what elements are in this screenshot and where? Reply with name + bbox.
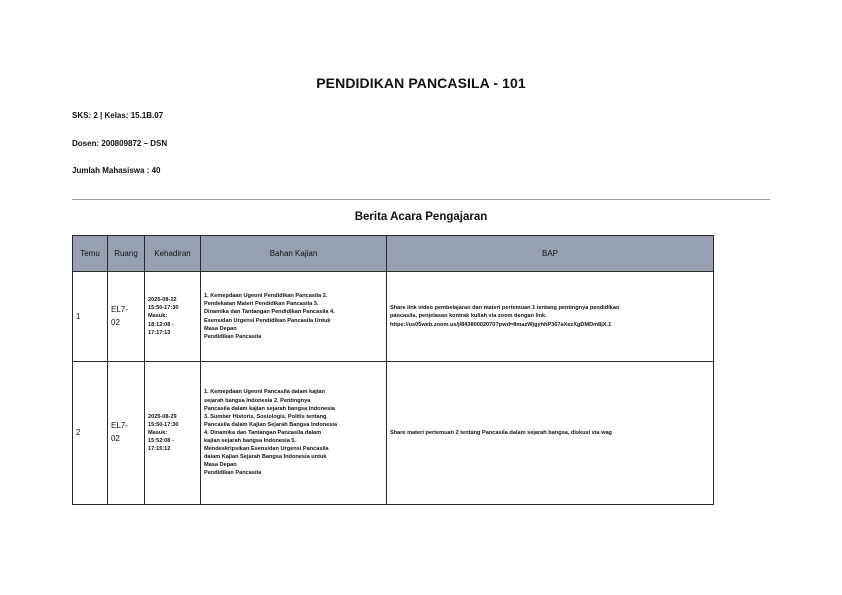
divider [72,199,770,200]
section-title: Berita Acara Pengajaran [354,211,488,223]
header-bap: BAP [387,236,714,272]
sks-kelas-info: SKS: 2 | Kelas: 15.1B.07 [72,111,164,120]
bap-table [72,235,714,505]
cell-kehadiran: 2025-08-22 15:50-17:30 Masuk: 18:12:08 - 17:17:13 [145,272,201,362]
table-row [73,362,714,505]
cell-bap: Share materi pertemuan 2 tentang Pancasila dalam sejarah bangsa, diskusi via wag [387,362,714,505]
table-row [73,272,714,362]
cell-kehadiran: 2025-08-29 15:50-17:30 Masuk: 15:52:08 - 17:15:12 [145,362,201,505]
jumlah-mahasiswa-info: Jumlah Mahasiswa : 40 [72,166,161,175]
cell-temu: 2 [73,362,108,505]
cell-temu: 1 [73,272,108,362]
cell-bahan-kajian: 1. Kemepdaan Ugeoni Pancasila dalam kajian sejarah bangsa Indonesia 2. Pentingnya Pancasila dalam kajian sejarah bangsa Indonesia 3. Sumber Historis, Sosiologis, Politis tentang Pancasila dalam Kajian Sejarah Bangsa Indonesia 4. Dinamika dan Tantangan Pancasila dalam kajian sejarah bangsa Indonesia 5. Mendeskripsikan Esensidan Urgensi Pancasila dalam Kajian Sejarah Bangsa Indonesia untuk Masa Depan Pendidikan Pancasila [201,362,387,505]
cell-bahan-kajian: 1. Kemepdaan Ugeoni Pendidikan Pancasila 2. Pendekatan Materi Pendidikan Pancasila 3. Dinamika dan Tantangan Pendidikan Pancasila 4. Esensidan Urgensi Pendidikan Pancasila Untuk Masa Depan Pendidikan Pancasila [201,272,387,362]
table-header-row [73,236,714,272]
cell-bap: Share link video pembelajaran dan materi pertemuan 1 tentang pentingnya pendidikan pancasila, penjelasan kontrak kuliah via zoom dengan link https://us05web.zoom.us/j/84380002070?pwd=8mazWjgyhhP367aXezXgDMDm8jX.1 [387,272,714,362]
header-bahan-kajian: Bahan Kajian [201,236,387,272]
page-title: PENDIDIKAN PANCASILA - 101 [316,75,526,91]
dosen-info: Dosen: 200809872 – DSN [72,139,168,148]
header-temu: Temu [73,236,108,272]
cell-ruang: EL7- 02 [108,272,145,362]
header-kehadiran: Kehadiran [145,236,201,272]
header-ruang: Ruang [108,236,145,272]
cell-ruang: EL7- 02 [108,362,145,505]
